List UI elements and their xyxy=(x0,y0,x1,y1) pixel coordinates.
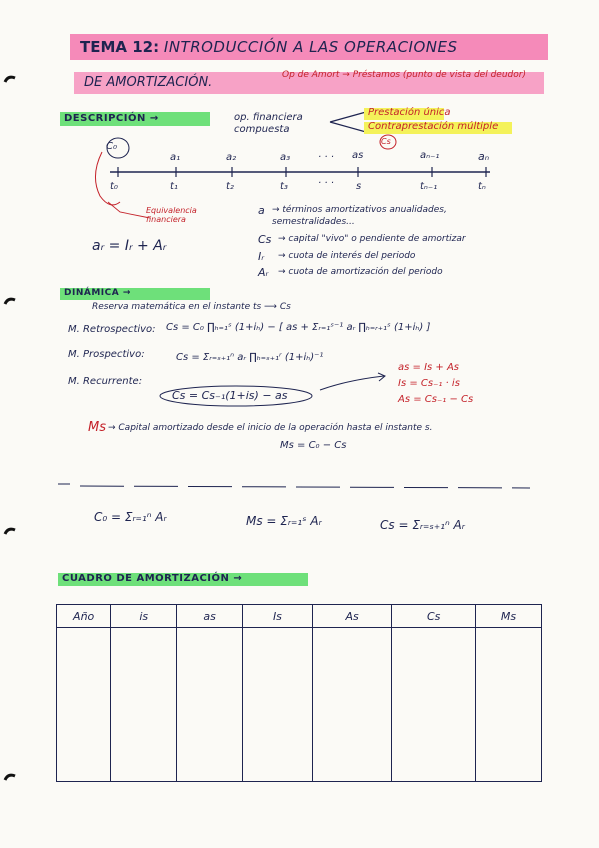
metodo-formula: Cs = Cs₋₁(1+is) − as xyxy=(172,389,288,402)
section-divider xyxy=(56,480,532,492)
cs-label: Cs xyxy=(381,137,391,146)
table-header-ano: Año xyxy=(57,605,111,628)
timeline-top-label: as xyxy=(352,150,364,161)
reserva-matematica: Reserva matemática en el instante ts ⟶ Cs xyxy=(92,302,291,312)
metodo-formula: Cs = C₀ ∏ₕ₌₁ˢ (1+iₕ) − [ as + Σᵣ₌₁ˢ⁻¹ aᵣ ∏ₕ₌ᵣ₊₁ˢ (1+iₕ) ] xyxy=(166,322,431,333)
metodo-formula: Cs = Σᵣ₌ₛ₊₁ⁿ aᵣ ∏ₕ₌ₛ₊₁ʳ (1+iₕ)⁻¹ xyxy=(176,352,324,363)
table-row xyxy=(57,628,542,782)
timeline-bottom-label: s xyxy=(356,181,362,192)
def-symbol: Iᵣ xyxy=(258,250,265,263)
title-text-line1: INTRODUCCIÓN A LAS OPERACIONES xyxy=(163,38,458,56)
table-header-cs: Cs xyxy=(392,605,476,628)
table-cell xyxy=(57,628,111,782)
timeline-top-label: · · · xyxy=(318,152,334,163)
ms-formula: Ms = C₀ − Cs xyxy=(280,440,347,451)
side-formula: Is = Cs₋₁ · is xyxy=(398,378,460,389)
timeline-top-label: aₙ xyxy=(478,150,490,163)
timeline-bottom-label: · · · xyxy=(318,178,334,189)
title-note: Op de Amort → Préstamos (punto de vista del deudor) xyxy=(282,70,526,80)
sum-ms: Ms = Σᵣ₌₁ˢ Aᵣ xyxy=(246,514,322,528)
op-financiera-text: op. financiera compuesta xyxy=(234,112,303,135)
sum-cs: Cs = Σᵣ₌ₛ₊₁ⁿ Aᵣ xyxy=(380,518,465,532)
timeline-top-label: a₃ xyxy=(280,152,291,163)
timeline-top-label: a₁ xyxy=(170,152,181,163)
side-formula: As = Cs₋₁ − Cs xyxy=(398,394,474,405)
metodo-name: M. Recurrente: xyxy=(68,376,143,387)
punch-hole-icon xyxy=(2,524,18,540)
table-cell xyxy=(111,628,177,782)
punch-hole-icon xyxy=(2,294,18,310)
timeline-top-label: a₂ xyxy=(226,152,237,163)
title-text-line2: DE AMORTIZACIÓN. xyxy=(84,75,213,90)
sum-c0: C₀ = Σᵣ₌₁ⁿ Aᵣ xyxy=(94,510,167,524)
table-header-is: is xyxy=(111,605,177,628)
page-title xyxy=(80,38,458,56)
punch-hole-icon xyxy=(2,770,18,786)
def-text: → cuota de interés del periodo xyxy=(278,251,416,261)
title-topic-number: TEMA 12: xyxy=(80,38,160,56)
section-title-dinamica: DINÁMICA → xyxy=(64,288,131,298)
section-title-descripcion: DESCRIPCIÓN → xyxy=(64,113,159,124)
def-text: → cuota de amortización del periodo xyxy=(278,267,443,277)
amortization-table xyxy=(56,604,542,782)
table-cell xyxy=(475,628,541,782)
table-header-as: as xyxy=(177,605,243,628)
option-contraprestacion-multiple: Contraprestación múltiple xyxy=(368,121,499,132)
table-header-ms: Ms xyxy=(475,605,541,628)
option-prestacion-unica: Prestación única xyxy=(368,107,451,118)
def-text: → capital "vivo" o pendiente de amortizar xyxy=(278,234,466,244)
formula-ar: aᵣ = Iᵣ + Aᵣ xyxy=(92,238,167,254)
ms-symbol: Ms xyxy=(88,420,106,435)
ms-definition: → Capital amortizado desde el inicio de la operación hasta el instante s. xyxy=(108,423,433,433)
table-cell xyxy=(177,628,243,782)
metodo-name: M. Retrospectivo: xyxy=(68,324,156,335)
timeline-bottom-label: t₁ xyxy=(170,181,178,192)
equivalencia-note: Equivalencia financiera xyxy=(146,206,197,224)
timeline-bottom-label: t₀ xyxy=(110,181,118,192)
timeline-bottom-label: tₙ xyxy=(478,181,486,192)
table-header-amort: As xyxy=(312,605,392,628)
def-symbol: Cs xyxy=(258,233,272,246)
table-header-interest: Is xyxy=(243,605,313,628)
section-title-cuadro: CUADRO DE AMORTIZACIÓN → xyxy=(62,573,243,584)
table-cell xyxy=(392,628,476,782)
timeline-top-label: aₙ₋₁ xyxy=(420,150,440,161)
table-header-row xyxy=(57,605,542,628)
timeline-bottom-label: t₂ xyxy=(226,181,234,192)
arrow-icon xyxy=(318,372,390,394)
timeline-bottom-label: t₃ xyxy=(280,181,288,192)
c0-label: C₀ xyxy=(106,141,117,152)
metodo-name: M. Prospectivo: xyxy=(68,349,145,360)
def-symbol: a xyxy=(258,204,265,217)
def-text: → términos amortizativos anualidades, semestralidades... xyxy=(272,205,447,227)
timeline-bottom-label: tₙ₋₁ xyxy=(420,181,438,192)
side-formula: as = Is + As xyxy=(398,362,460,373)
punch-hole-icon xyxy=(2,72,18,88)
table-cell xyxy=(312,628,392,782)
table-cell xyxy=(243,628,313,782)
def-symbol: Aᵣ xyxy=(258,266,269,279)
